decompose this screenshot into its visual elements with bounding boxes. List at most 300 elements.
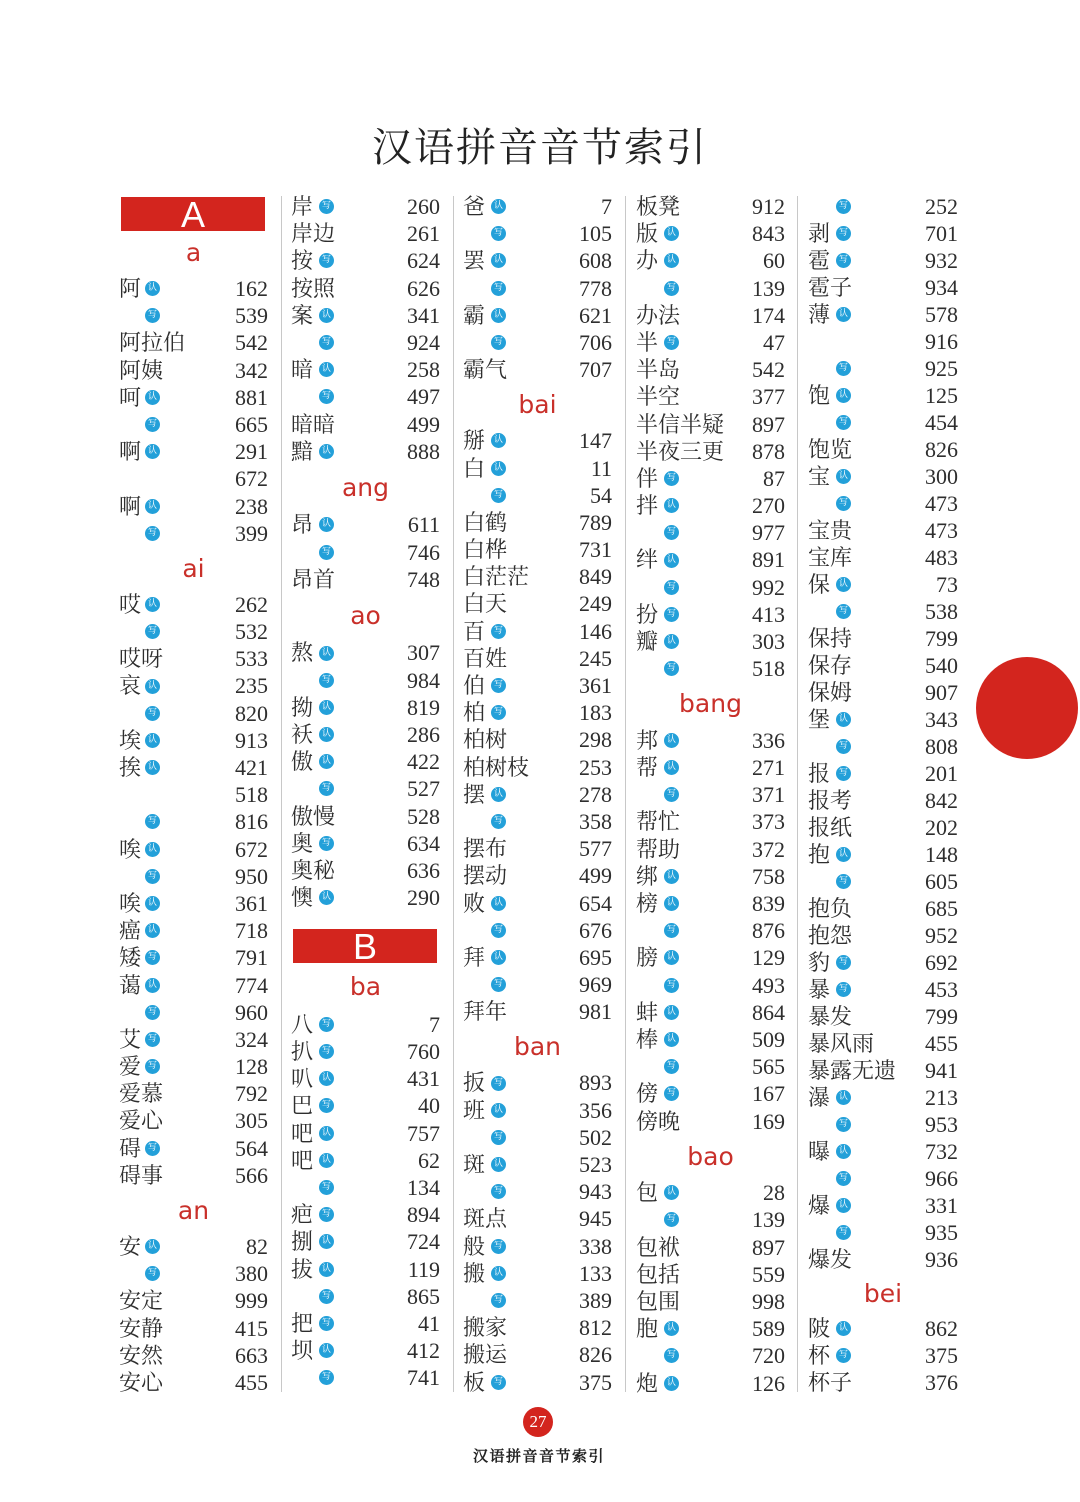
index-entry	[808, 976, 958, 1003]
index-entry	[636, 1261, 785, 1288]
entry-page-number: 862	[925, 1316, 958, 1341]
write-badge-icon: 写	[664, 335, 679, 350]
entry-page-number: 912	[752, 194, 785, 219]
index-entry	[636, 781, 785, 808]
recognize-badge-icon: 认	[491, 308, 506, 323]
index-entry	[291, 1310, 440, 1337]
entry-word: 伯	[463, 673, 486, 698]
write-badge-icon: 写	[664, 525, 679, 540]
entry-page-number: 139	[752, 275, 785, 301]
entry-word: 饱	[808, 383, 831, 408]
index-entry	[291, 748, 440, 775]
entry-page-number: 757	[407, 1120, 440, 1146]
entry-page-number: 626	[407, 275, 440, 301]
syllable-heading: ang	[341, 472, 390, 502]
index-entry	[291, 1038, 440, 1065]
entry-page-number: 502	[579, 1124, 612, 1150]
write-badge-icon: 写	[145, 869, 160, 884]
entry-word: 傲	[291, 749, 314, 775]
entry-page-number: 453	[925, 977, 958, 1002]
index-entry	[463, 356, 612, 383]
index-entry	[636, 220, 785, 247]
entry-word: 伴	[636, 465, 659, 491]
entry-word: 班	[463, 1097, 486, 1123]
entry-word: 安心	[119, 1369, 164, 1395]
index-entry	[808, 544, 958, 571]
entry-page-number: 634	[407, 830, 440, 856]
entry-page-number: 473	[925, 491, 958, 516]
entry-page-number: 82	[246, 1234, 268, 1259]
entry-word: 百姓	[463, 645, 508, 671]
entry-word: 呵	[119, 384, 142, 410]
entry-word: 薄	[808, 302, 831, 327]
write-badge-icon: 写	[145, 1266, 160, 1281]
entry-word: 熬	[291, 640, 314, 666]
entry-page-number: 473	[925, 518, 958, 543]
write-badge-icon: 写	[145, 308, 160, 323]
index-entry	[808, 733, 958, 760]
write-badge-icon: 写	[319, 1017, 334, 1032]
index-entry	[636, 754, 785, 781]
entry-page-number: 732	[925, 1139, 958, 1164]
recognize-badge-icon: 认	[145, 499, 160, 514]
index-entry	[808, 625, 958, 652]
entry-page-number: 843	[752, 221, 785, 247]
index-entry	[636, 1288, 785, 1315]
entry-page-number: 133	[579, 1260, 612, 1286]
index-entry	[119, 465, 268, 492]
index-entry	[808, 1342, 958, 1369]
entry-page-number: 298	[579, 727, 612, 753]
write-badge-icon: 写	[319, 1180, 334, 1195]
entry-page-number: 960	[235, 999, 268, 1025]
entry-page-number: 11	[590, 455, 612, 481]
entry-page-number: 162	[235, 276, 268, 301]
index-entry	[291, 667, 440, 694]
index-entry	[808, 1057, 958, 1084]
entry-word: 唉	[119, 836, 142, 862]
entry-page-number: 134	[407, 1174, 440, 1200]
write-badge-icon: 写	[836, 199, 851, 214]
entry-page-number: 894	[407, 1202, 440, 1228]
entry-word: 半夜三更	[636, 438, 725, 464]
entry-page-number: 608	[579, 248, 612, 274]
recognize-badge-icon: 认	[319, 362, 334, 377]
entry-word: 剥	[808, 221, 831, 246]
entry-page-number: 984	[407, 667, 440, 693]
index-entry	[291, 803, 440, 830]
recognize-badge-icon: 认	[319, 890, 334, 905]
write-badge-icon: 写	[491, 1130, 506, 1145]
write-badge-icon: 写	[664, 281, 679, 296]
entry-page-number: 692	[925, 950, 958, 975]
recognize-badge-icon: 认	[319, 1343, 334, 1358]
entry-page-number: 636	[407, 857, 440, 883]
index-entry	[119, 438, 268, 465]
index-entry	[808, 571, 958, 598]
entry-word: 雹子	[808, 275, 853, 300]
entry-word: 爸	[463, 194, 486, 219]
entry-page-number: 621	[579, 302, 612, 328]
index-column	[119, 193, 268, 1396]
entry-page-number: 389	[579, 1287, 612, 1313]
syllable-heading: bang	[679, 689, 742, 719]
write-badge-icon: 写	[319, 1370, 334, 1385]
entry-word: 邦	[636, 727, 659, 753]
index-entry	[119, 275, 268, 302]
running-footer-title: 汉语拼音音节索引	[472, 1447, 605, 1465]
index-column	[463, 193, 612, 1396]
entry-page-number: 953	[925, 1112, 958, 1137]
index-entry	[636, 890, 785, 917]
entry-page-number: 758	[752, 863, 785, 889]
entry-word: 陂	[808, 1316, 831, 1341]
index-entry	[636, 546, 785, 573]
entry-word: 保姆	[808, 680, 853, 705]
index-entry	[808, 1003, 958, 1030]
column-divider	[453, 196, 454, 1392]
recognize-badge-icon: 认	[836, 1090, 851, 1105]
entry-page-number: 422	[407, 749, 440, 775]
index-entry	[119, 591, 268, 618]
index-entry	[636, 1108, 785, 1135]
entry-page-number: 201	[925, 761, 958, 786]
entry-page-number: 523	[579, 1152, 612, 1177]
entry-page-number: 358	[579, 808, 612, 834]
entry-page-number: 431	[407, 1066, 440, 1092]
entry-page-number: 139	[752, 1207, 785, 1233]
entry-page-number: 559	[752, 1261, 785, 1287]
index-entry	[808, 490, 958, 517]
write-badge-icon: 写	[664, 1059, 679, 1074]
write-badge-icon: 写	[145, 706, 160, 721]
entry-word: 癌	[119, 918, 142, 944]
entry-page-number: 300	[925, 464, 958, 489]
entry-page-number: 261	[407, 221, 440, 247]
entry-word: 暴发	[808, 1004, 853, 1029]
recognize-badge-icon: 认	[319, 1071, 334, 1086]
index-entry	[291, 1201, 440, 1228]
entry-page-number: 73	[936, 572, 958, 597]
recognize-badge-icon: 认	[664, 226, 679, 241]
write-badge-icon: 写	[145, 950, 160, 965]
entry-page-number: 499	[579, 863, 612, 889]
index-entry	[291, 857, 440, 884]
entry-word: 按	[291, 248, 314, 274]
index-entry	[463, 944, 612, 971]
entry-word: 包括	[636, 1261, 681, 1287]
entry-word: 棒	[636, 1026, 659, 1052]
entry-page-number: 373	[752, 809, 785, 835]
entry-word: 搬运	[463, 1342, 508, 1368]
entry-word: 白	[463, 455, 486, 481]
entry-page-number: 778	[579, 275, 612, 301]
index-entry	[291, 356, 440, 383]
entry-page-number: 977	[752, 520, 785, 546]
write-badge-icon: 写	[664, 1212, 679, 1227]
entry-word: 摆布	[463, 836, 508, 862]
index-entry	[119, 700, 268, 727]
entry-page-number: 129	[752, 945, 785, 971]
index-entry	[808, 841, 958, 868]
index-entry	[291, 1337, 440, 1364]
entry-page-number: 992	[752, 574, 785, 600]
entry-page-number: 87	[763, 465, 785, 491]
index-entry	[808, 409, 958, 436]
recognize-badge-icon: 认	[664, 869, 679, 884]
entry-word: 柏	[463, 700, 486, 726]
index-entry	[463, 1097, 612, 1124]
entry-page-number: 943	[579, 1179, 612, 1205]
entry-page-number: 125	[925, 383, 958, 408]
entry-word: 啊	[119, 493, 142, 519]
entry-word: 吧	[291, 1147, 314, 1173]
index-entry	[291, 511, 440, 538]
index-entry	[808, 760, 958, 787]
write-badge-icon: 写	[491, 1293, 506, 1308]
entry-page-number: 62	[418, 1147, 440, 1173]
entry-word: 坝	[291, 1338, 314, 1364]
entry-page-number: 897	[752, 1234, 785, 1260]
entry-page-number: 891	[752, 547, 785, 573]
entry-word: 板凳	[636, 194, 681, 219]
entry-page-number: 672	[235, 466, 268, 492]
entry-page-number: 907	[925, 680, 958, 705]
index-entry	[808, 598, 958, 625]
entry-word: 版	[636, 221, 659, 247]
recognize-badge-icon: 认	[319, 1234, 334, 1249]
index-entry	[119, 972, 268, 999]
syllable-heading: bai	[518, 390, 557, 420]
entry-page-number: 577	[579, 836, 612, 862]
index-entry	[463, 618, 612, 645]
index-entry	[808, 1030, 958, 1057]
write-badge-icon: 写	[491, 1375, 506, 1390]
entry-word: 挨	[119, 755, 142, 780]
index-entry	[808, 1084, 958, 1111]
entry-page-number: 380	[235, 1261, 268, 1287]
index-entry	[463, 726, 612, 753]
write-badge-icon: 写	[319, 199, 334, 214]
entry-word: 白桦	[463, 537, 508, 563]
recognize-badge-icon: 认	[491, 950, 506, 965]
index-entry	[808, 1192, 958, 1219]
entry-word: 柏树枝	[463, 754, 530, 780]
index-entry	[119, 1260, 268, 1287]
index-entry	[119, 999, 268, 1026]
index-entry	[291, 383, 440, 410]
entry-page-number: 707	[579, 357, 612, 383]
index-entry	[463, 1314, 612, 1341]
entry-page-number: 518	[235, 782, 268, 808]
index-entry	[291, 1283, 440, 1310]
recognize-badge-icon: 认	[491, 433, 506, 448]
index-entry	[291, 193, 440, 220]
entry-word: 懊	[291, 885, 314, 911]
entry-word: 昂	[291, 512, 314, 538]
index-entry	[636, 808, 785, 835]
index-entry	[119, 917, 268, 944]
write-badge-icon: 写	[836, 1225, 851, 1240]
index-entry	[636, 1342, 785, 1369]
recognize-badge-icon: 认	[145, 923, 160, 938]
index-entry	[808, 706, 958, 733]
recognize-badge-icon: 认	[664, 1321, 679, 1336]
write-badge-icon: 写	[319, 1098, 334, 1113]
entry-page-number: 881	[235, 384, 268, 410]
entry-page-number: 532	[235, 619, 268, 645]
entry-word: 雹	[808, 248, 831, 273]
recognize-badge-icon: 认	[319, 308, 334, 323]
index-entry	[119, 1053, 268, 1080]
entry-page-number: 654	[579, 890, 612, 916]
index-entry	[291, 539, 440, 566]
entry-word: 胞	[636, 1316, 659, 1342]
entry-word: 帮	[636, 755, 659, 781]
index-entry	[291, 830, 440, 857]
entry-page-number: 528	[407, 803, 440, 829]
entry-word: 拜	[463, 944, 486, 970]
entry-page-number: 147	[579, 428, 612, 454]
recognize-badge-icon: 认	[145, 597, 160, 612]
entry-page-number: 341	[407, 302, 440, 328]
index-entry	[463, 1178, 612, 1205]
entry-word: 暴露无遗	[808, 1058, 897, 1083]
index-entry	[463, 427, 612, 454]
index-entry	[636, 193, 785, 220]
index-entry	[808, 895, 958, 922]
entry-word: 宝库	[808, 545, 853, 570]
index-entry	[808, 328, 958, 355]
index-entry	[808, 193, 958, 220]
index-entry	[291, 1147, 440, 1174]
index-entry	[808, 679, 958, 706]
entry-word: 抱负	[808, 896, 853, 921]
entry-page-number: 258	[407, 357, 440, 383]
index-entry	[119, 645, 268, 672]
index-entry	[636, 1026, 785, 1053]
index-entry	[463, 1341, 612, 1368]
entry-page-number: 605	[925, 869, 958, 894]
entry-page-number: 60	[763, 248, 785, 274]
recognize-badge-icon: 认	[664, 733, 679, 748]
index-entry	[463, 482, 612, 509]
index-entry	[808, 922, 958, 949]
entry-page-number: 925	[925, 356, 958, 381]
entry-page-number: 566	[235, 1162, 268, 1188]
recognize-badge-icon: 认	[491, 787, 506, 802]
entry-word: 叭	[291, 1066, 314, 1092]
entry-page-number: 665	[235, 411, 268, 437]
entry-word: 办	[636, 248, 659, 274]
entry-word: 白茫茫	[463, 564, 530, 590]
index-entry	[636, 574, 785, 601]
entry-word: 捌	[291, 1229, 314, 1255]
index-entry	[808, 436, 958, 463]
write-badge-icon: 写	[664, 787, 679, 802]
entry-word: 岸	[291, 194, 314, 219]
entry-page-number: 540	[925, 653, 958, 678]
entry-page-number: 253	[579, 754, 612, 780]
write-badge-icon: 写	[836, 982, 851, 997]
recognize-badge-icon: 认	[145, 444, 160, 459]
recognize-badge-icon: 认	[836, 469, 851, 484]
recognize-badge-icon: 认	[319, 517, 334, 532]
entry-page-number: 589	[752, 1316, 785, 1342]
entry-page-number: 483	[925, 545, 958, 570]
entry-word: 般	[463, 1233, 486, 1259]
entry-word: 膀	[636, 945, 659, 971]
write-badge-icon: 写	[836, 604, 851, 619]
entry-word: 瀑	[808, 1085, 831, 1110]
recognize-badge-icon: 认	[836, 712, 851, 727]
write-badge-icon: 写	[319, 545, 334, 560]
recognize-badge-icon: 认	[836, 388, 851, 403]
entry-page-number: 262	[235, 591, 268, 617]
entry-page-number: 760	[407, 1039, 440, 1064]
entry-word: 摆	[463, 781, 486, 807]
entry-page-number: 54	[590, 482, 612, 508]
recognize-badge-icon: 认	[145, 281, 160, 296]
index-entry	[119, 411, 268, 438]
index-entry	[119, 1342, 268, 1369]
entry-page-number: 509	[752, 1026, 785, 1052]
write-badge-icon: 写	[836, 226, 851, 241]
letter-heading: B	[293, 929, 437, 963]
index-entry	[808, 382, 958, 409]
write-badge-icon: 写	[491, 624, 506, 639]
syllable-heading: bao	[687, 1141, 734, 1171]
entry-word: 报纸	[808, 815, 853, 840]
index-entry	[636, 999, 785, 1026]
entry-page-number: 624	[407, 248, 440, 274]
entry-page-number: 842	[925, 788, 958, 813]
entry-word: 巴	[291, 1093, 314, 1119]
write-badge-icon: 写	[145, 624, 160, 639]
index-entry	[119, 520, 268, 547]
index-entry	[808, 652, 958, 679]
entry-word: 半	[636, 329, 659, 355]
entry-word: 扒	[291, 1039, 314, 1064]
entry-page-number: 356	[579, 1097, 612, 1123]
write-badge-icon: 写	[664, 1086, 679, 1101]
entry-page-number: 375	[579, 1369, 612, 1395]
entry-page-number: 706	[579, 329, 612, 355]
entry-word: 罢	[463, 248, 486, 274]
write-badge-icon: 写	[836, 1171, 851, 1186]
index-entry	[636, 383, 785, 410]
write-badge-icon: 写	[491, 226, 506, 241]
write-badge-icon: 写	[491, 335, 506, 350]
write-badge-icon: 写	[491, 678, 506, 693]
entry-word: 疤	[291, 1202, 314, 1228]
entry-page-number: 305	[235, 1108, 268, 1134]
entry-word: 哎	[119, 591, 142, 617]
entry-page-number: 371	[752, 782, 785, 808]
index-entry	[636, 302, 785, 329]
entry-word: 堡	[808, 707, 831, 732]
write-badge-icon: 写	[319, 1207, 334, 1222]
index-entry	[291, 1120, 440, 1147]
index-entry	[636, 1179, 785, 1206]
entry-word: 唉	[119, 890, 142, 916]
recognize-badge-icon: 认	[491, 199, 506, 214]
entry-page-number: 454	[925, 410, 958, 435]
index-entry	[463, 193, 612, 220]
entry-word: 包袱	[636, 1234, 681, 1260]
index-entry	[119, 357, 268, 384]
entry-word: 霸	[463, 302, 486, 328]
